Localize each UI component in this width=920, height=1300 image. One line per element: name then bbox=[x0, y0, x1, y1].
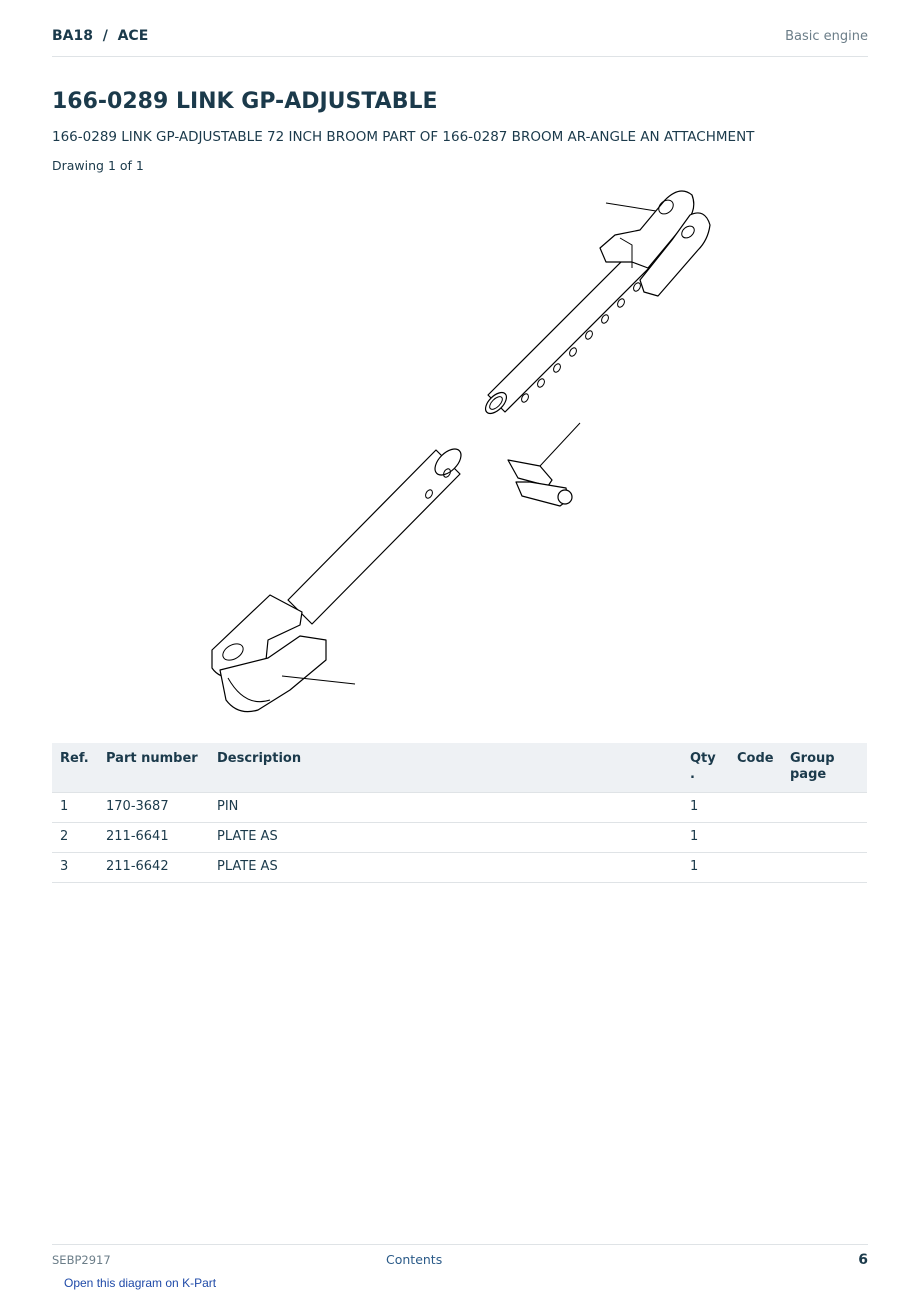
cell-part-number: 211-6641 bbox=[98, 823, 209, 853]
lower-tube bbox=[288, 444, 466, 624]
page-header bbox=[52, 28, 868, 57]
contents-link[interactable]: Contents bbox=[386, 1252, 443, 1267]
drawing-count: Drawing 1 of 1 bbox=[52, 158, 144, 173]
cell-description: PIN bbox=[209, 793, 682, 823]
pin-drawing bbox=[508, 423, 580, 506]
cell-ref: 1 bbox=[52, 793, 98, 823]
cell-qty: 1 bbox=[682, 823, 729, 853]
lower-clevis bbox=[212, 595, 355, 712]
col-header-group-page: Group page bbox=[782, 743, 867, 793]
cell-ref: 3 bbox=[52, 853, 98, 883]
cell-code bbox=[729, 793, 782, 823]
cell-group-page bbox=[782, 853, 867, 883]
table-header-row bbox=[52, 743, 867, 793]
cell-qty: 1 bbox=[682, 853, 729, 883]
cell-description: PLATE AS bbox=[209, 853, 682, 883]
document-id: SEBP2917 bbox=[52, 1253, 111, 1267]
cell-group-page bbox=[782, 823, 867, 853]
page-subtitle: 166-0289 LINK GP-ADJUSTABLE 72 INCH BROOM PART OF 166-0287 BROOM AR-ANGLE AN ATTACHMENT bbox=[52, 129, 755, 145]
cell-part-number: 211-6642 bbox=[98, 853, 209, 883]
cell-code bbox=[729, 853, 782, 883]
cell-group-page bbox=[782, 793, 867, 823]
table-row bbox=[52, 823, 867, 853]
upper-tube bbox=[482, 245, 657, 417]
cell-part-number: 170-3687 bbox=[98, 793, 209, 823]
col-header-code: Code bbox=[729, 743, 782, 793]
footer-divider bbox=[52, 1244, 868, 1245]
cell-ref: 2 bbox=[52, 823, 98, 853]
leader-line bbox=[606, 203, 656, 211]
col-header-qty: Qty . bbox=[682, 743, 729, 793]
cell-code bbox=[729, 823, 782, 853]
open-in-kpart-link[interactable]: Open this diagram on K-Part bbox=[64, 1276, 217, 1290]
page-title: 166-0289 LINK GP-ADJUSTABLE bbox=[52, 89, 438, 114]
cell-qty: 1 bbox=[682, 793, 729, 823]
section-label: Basic engine bbox=[785, 29, 868, 44]
breadcrumb: BA18 / ACE bbox=[52, 28, 149, 44]
col-header-description: Description bbox=[209, 743, 682, 793]
table-row bbox=[52, 793, 867, 823]
table-row bbox=[52, 853, 867, 883]
col-header-part-number: Part number bbox=[98, 743, 209, 793]
parts-table bbox=[52, 743, 867, 883]
parts-diagram bbox=[180, 180, 740, 725]
page-number: 6 bbox=[858, 1252, 868, 1268]
col-header-ref: Ref. bbox=[52, 743, 98, 793]
cell-description: PLATE AS bbox=[209, 823, 682, 853]
